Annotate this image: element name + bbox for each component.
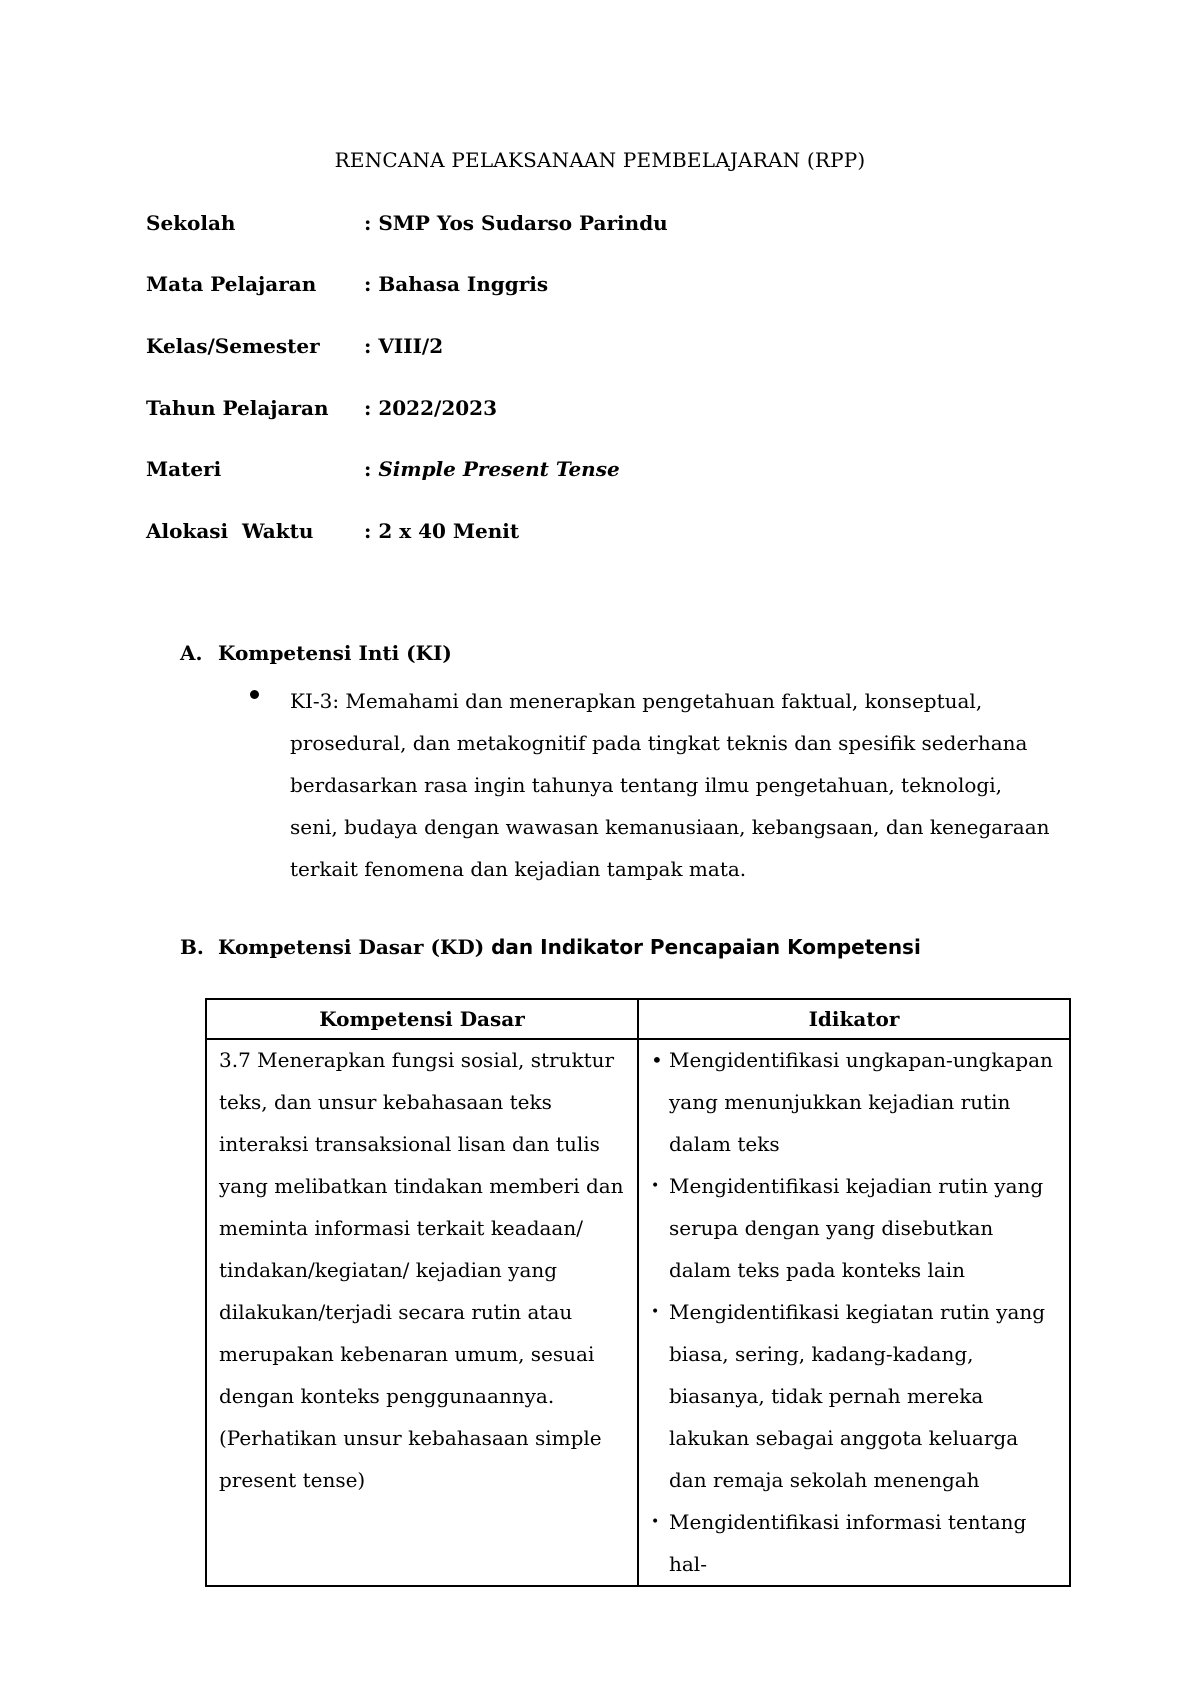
table-header-row bbox=[206, 999, 1070, 1039]
info-value: : Bahasa Inggris bbox=[364, 272, 549, 296]
list-item bbox=[651, 1291, 1061, 1501]
indicator-list bbox=[651, 1039, 1061, 1585]
section-letter: B. bbox=[180, 935, 204, 959]
indicator-text: Mengidentifikasi ungkapan-ungkapan yang menunjukkan kejadian rutin dalam teks bbox=[669, 1048, 1053, 1156]
info-value-prefix: : bbox=[364, 457, 379, 481]
indicator-text: Mengidentifikasi kegiatan rutin yang biasa, sering, kadang-kadang, biasanya, tidak pernah mereka lakukan sebagai anggota keluarga dan remaja sekolah menengah bbox=[669, 1300, 1046, 1492]
indicator-text: Mengidentifikasi kejadian rutin yang serupa dengan yang disebutkan dalam teks pada konteks lain bbox=[669, 1174, 1044, 1282]
bullet-icon: • bbox=[651, 1178, 660, 1194]
kd-text: 3.7 Menerapkan fungsi sosial, struktur teks, dan unsur kebahasaan teks interaksi transaksional lisan dan tulis yang melibatkan tindakan memberi dan meminta informasi terkait keadaan/ tindakan/kegiatan/ kejadian yang dilakukan/terjadi secara rutin atau merupakan kebenaran umum, sesuai dengan konteks penggunaannya. (Perhatikan unsur kebahasaan simple present tense) bbox=[219, 1048, 624, 1492]
table-row bbox=[206, 1039, 1070, 1586]
table-header-indikator: Idikator bbox=[638, 999, 1070, 1039]
table-header-kd: Kompetensi Dasar bbox=[206, 999, 638, 1039]
kd-indicator-table bbox=[205, 998, 1071, 1587]
info-value: : SMP Yos Sudarso Parindu bbox=[364, 211, 668, 235]
section-title-sans: dan Indikator Pencapaian Kompetensi bbox=[484, 935, 921, 959]
info-label: Kelas/Semester bbox=[146, 334, 320, 358]
bullet-icon: • bbox=[651, 1048, 663, 1072]
section-title: Kompetensi Inti (KI) bbox=[218, 641, 452, 665]
info-value: : 2022/2023 bbox=[364, 396, 497, 420]
bullet-icon bbox=[250, 690, 259, 699]
section-title-serif: Kompetensi Dasar (KD) bbox=[218, 935, 485, 959]
section-b-heading bbox=[180, 932, 921, 962]
bullet-icon: • bbox=[651, 1514, 660, 1530]
ki3-paragraph: KI-3: Memahami dan menerapkan pengetahuan faktual, konseptual, prosedural, dan metakognitif pada tingkat teknis dan spesifik sederhana berdasarkan rasa ingin tahunya tentang ilmu pengetahuan, teknologi, seni, budaya dengan wawasan kemanusiaan, kebangsaan, dan kenegaraan terkait fenomena dan kejadian tampak mata. bbox=[290, 689, 1050, 881]
bullet-icon: • bbox=[651, 1304, 660, 1320]
list-item bbox=[651, 1165, 1061, 1291]
info-label: Materi bbox=[146, 457, 222, 481]
section-a-heading bbox=[180, 638, 452, 668]
document-title: RENCANA PELAKSANAAN PEMBELAJARAN (RPP) bbox=[334, 148, 866, 172]
section-letter: A. bbox=[180, 641, 203, 665]
info-value: : VIII/2 bbox=[364, 334, 444, 358]
indicator-text: Mengidentifikasi informasi tentang hal- bbox=[669, 1510, 1027, 1576]
info-value: : 2 x 40 Menit bbox=[364, 519, 520, 543]
indicator-cell bbox=[638, 1039, 1070, 1586]
info-label: Sekolah bbox=[146, 211, 236, 235]
info-label: Alokasi Waktu bbox=[146, 519, 314, 543]
info-value-italic: Simple Present Tense bbox=[378, 457, 620, 481]
kd-cell bbox=[206, 1039, 638, 1586]
info-label: Tahun Pelajaran bbox=[146, 396, 329, 420]
list-item bbox=[651, 1039, 1061, 1165]
list-item bbox=[651, 1501, 1061, 1585]
info-value bbox=[364, 454, 620, 484]
info-label: Mata Pelajaran bbox=[146, 272, 317, 296]
